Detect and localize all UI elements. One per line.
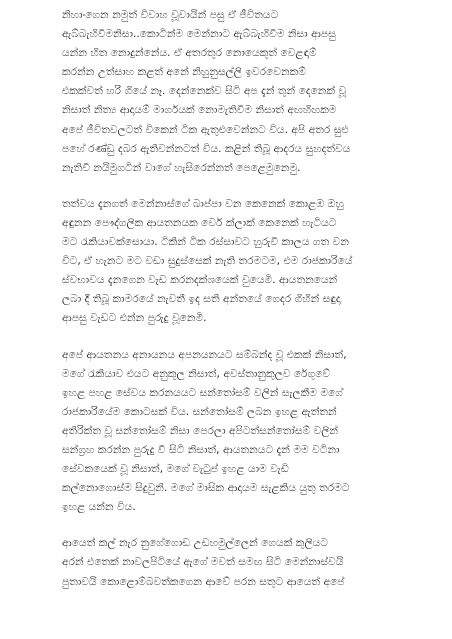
text-line: ඉහළ යන්න විය.	[62, 501, 136, 514]
text-line: ලබා දී තිබූ කාමරයේ නැවතී ඉද සති අන්තයේ ගෙදර ගිහින් සඳුදා	[62, 293, 341, 306]
text-line: යන්න හිත නොදුන්නේය. ඒ අතරතුර නොයෙකුත් වෙළඳාම්	[62, 47, 317, 60]
text-line: ඇබ්බැහිවීමනිසා..කොටින්ම මෙන්නාට ඇබ්බැහිවීම නිසා ආපසු	[62, 28, 336, 41]
text-line: අපේ ආයතනය අනායනය අපනයනයට සම්බන්ද වූ එකක් නිසාත්,	[62, 348, 347, 361]
text-line: පහේ රණ්ඩු දබර ඇතිවන්නටත් විය. කළින් තිබූ ආදරය සුහදත්වය	[62, 142, 351, 155]
text-line: මට රැකියාවක්සොයා. ටිකින් ටික රස්සාවට හුරුවී කාලය ගත වන	[62, 236, 350, 249]
text-line: ඉහළ පහළ සේවය කරනයයට සන්තෝසම් වලින් සැලකීම මගේ	[62, 386, 343, 399]
text-line: අපේ ජීවිතවලටත් විකෙන් ටික ඇතුළුවෙන්නට විය. අපි අතර සුළු	[62, 123, 349, 136]
text-line: මගේ රැකියාව එයට අනුකූල නිසාත්, අවස්තානුකුලව රේගුවේ	[62, 367, 331, 380]
paragraph-2	[62, 195, 432, 329]
text-line: සේවකයෙක් වූ නිසාත්, මගේ වැටුප් ඉහළ යාම වැඩි	[62, 463, 289, 476]
text-line: අතිරික්ත වූ සන්තෝසම් නිසා පෙරලා අපිටත්සන්තෝසම් වලින්	[62, 424, 339, 437]
text-line: සන්ග්‍රහ කරන්න පුරුදු වී සිටි නිසාත්, ආයතනයට දැන් මම වටිනා	[62, 443, 340, 456]
text-line: ආපසු වැඩට එන්න පුරුදු වූනෙමි.	[62, 312, 207, 325]
text-line: කල්නොගොස්ම සිදුවුනි. මගේ මාසික ආදායම සැළකිය යුතු තරමට	[62, 482, 350, 495]
text-line: ස්වභාවය දැනගෙන වැඩ කරනදක්ශයෙක් වුයෙමි. ආයතනයෙන්	[62, 274, 338, 287]
text-line: නිසාත් නිත්‍ය ආදායම් මාර්ගයක් නොමැතිවීම නිසාත් අඟහිඟකම	[62, 104, 337, 117]
text-line: කරන්න උත්සාහ කළත් අනේ නිහුනුසල්ලි ඉවරවෙනකම්	[62, 66, 306, 79]
text-line: නිහාංගෙන නමුත් විවාහ වූවායින් පසු ඒ ජීවිතයට	[62, 9, 279, 21]
paragraph-1	[62, 6, 432, 178]
text-line: එකක්වත් හරි ගියේ නෑ. දෙන්නෙක්ව සිටි අප දැන් තුන් දෙනෙක් වූ	[62, 85, 347, 98]
text-line: අඳුනන පෞද්ගලික ආයතනයක වෙර් ක්ලාක් කෙනෙක් හැටියට	[62, 216, 337, 229]
text-line: විට, ඒ හැනට මට වඩා සුදුස්සෙක් නැති තරමටම, එම රාජකාරියේ	[62, 255, 353, 268]
text-line: පුතාවයි කොළොම්බවත්කගෙන ආවේ පරන සතුට ආයෙත් අපේ	[62, 575, 345, 588]
text-line: රාජකාරියේම කොටසක් විය. සන්තෝසම් ලබන ඉහළ ඇත්තන්	[62, 405, 337, 418]
text-line: තත්වය දැනගත් මෙන්නාස්ගේ බාප්පා වන කෙනෙක් කොළඹ ඔහු	[62, 197, 344, 210]
text-line: නැතිවී නයිමුගටින් වාගේ හැසිරෙන්නත් පෙළෙමුනෙමු.	[62, 161, 301, 174]
text-line: අරන් එතෙක් නාවලපිටියේ ඇගේ මවත් සමඟ සිටි මෙන්නාස්වයි	[62, 556, 344, 569]
paragraph-4	[62, 534, 432, 591]
text-line: ආයෙත් කල් නැර නුගේගොඩ උඩහමුල්ලෙන් ගෙයක් කුලියට	[62, 537, 328, 550]
paragraph-3	[62, 346, 432, 518]
